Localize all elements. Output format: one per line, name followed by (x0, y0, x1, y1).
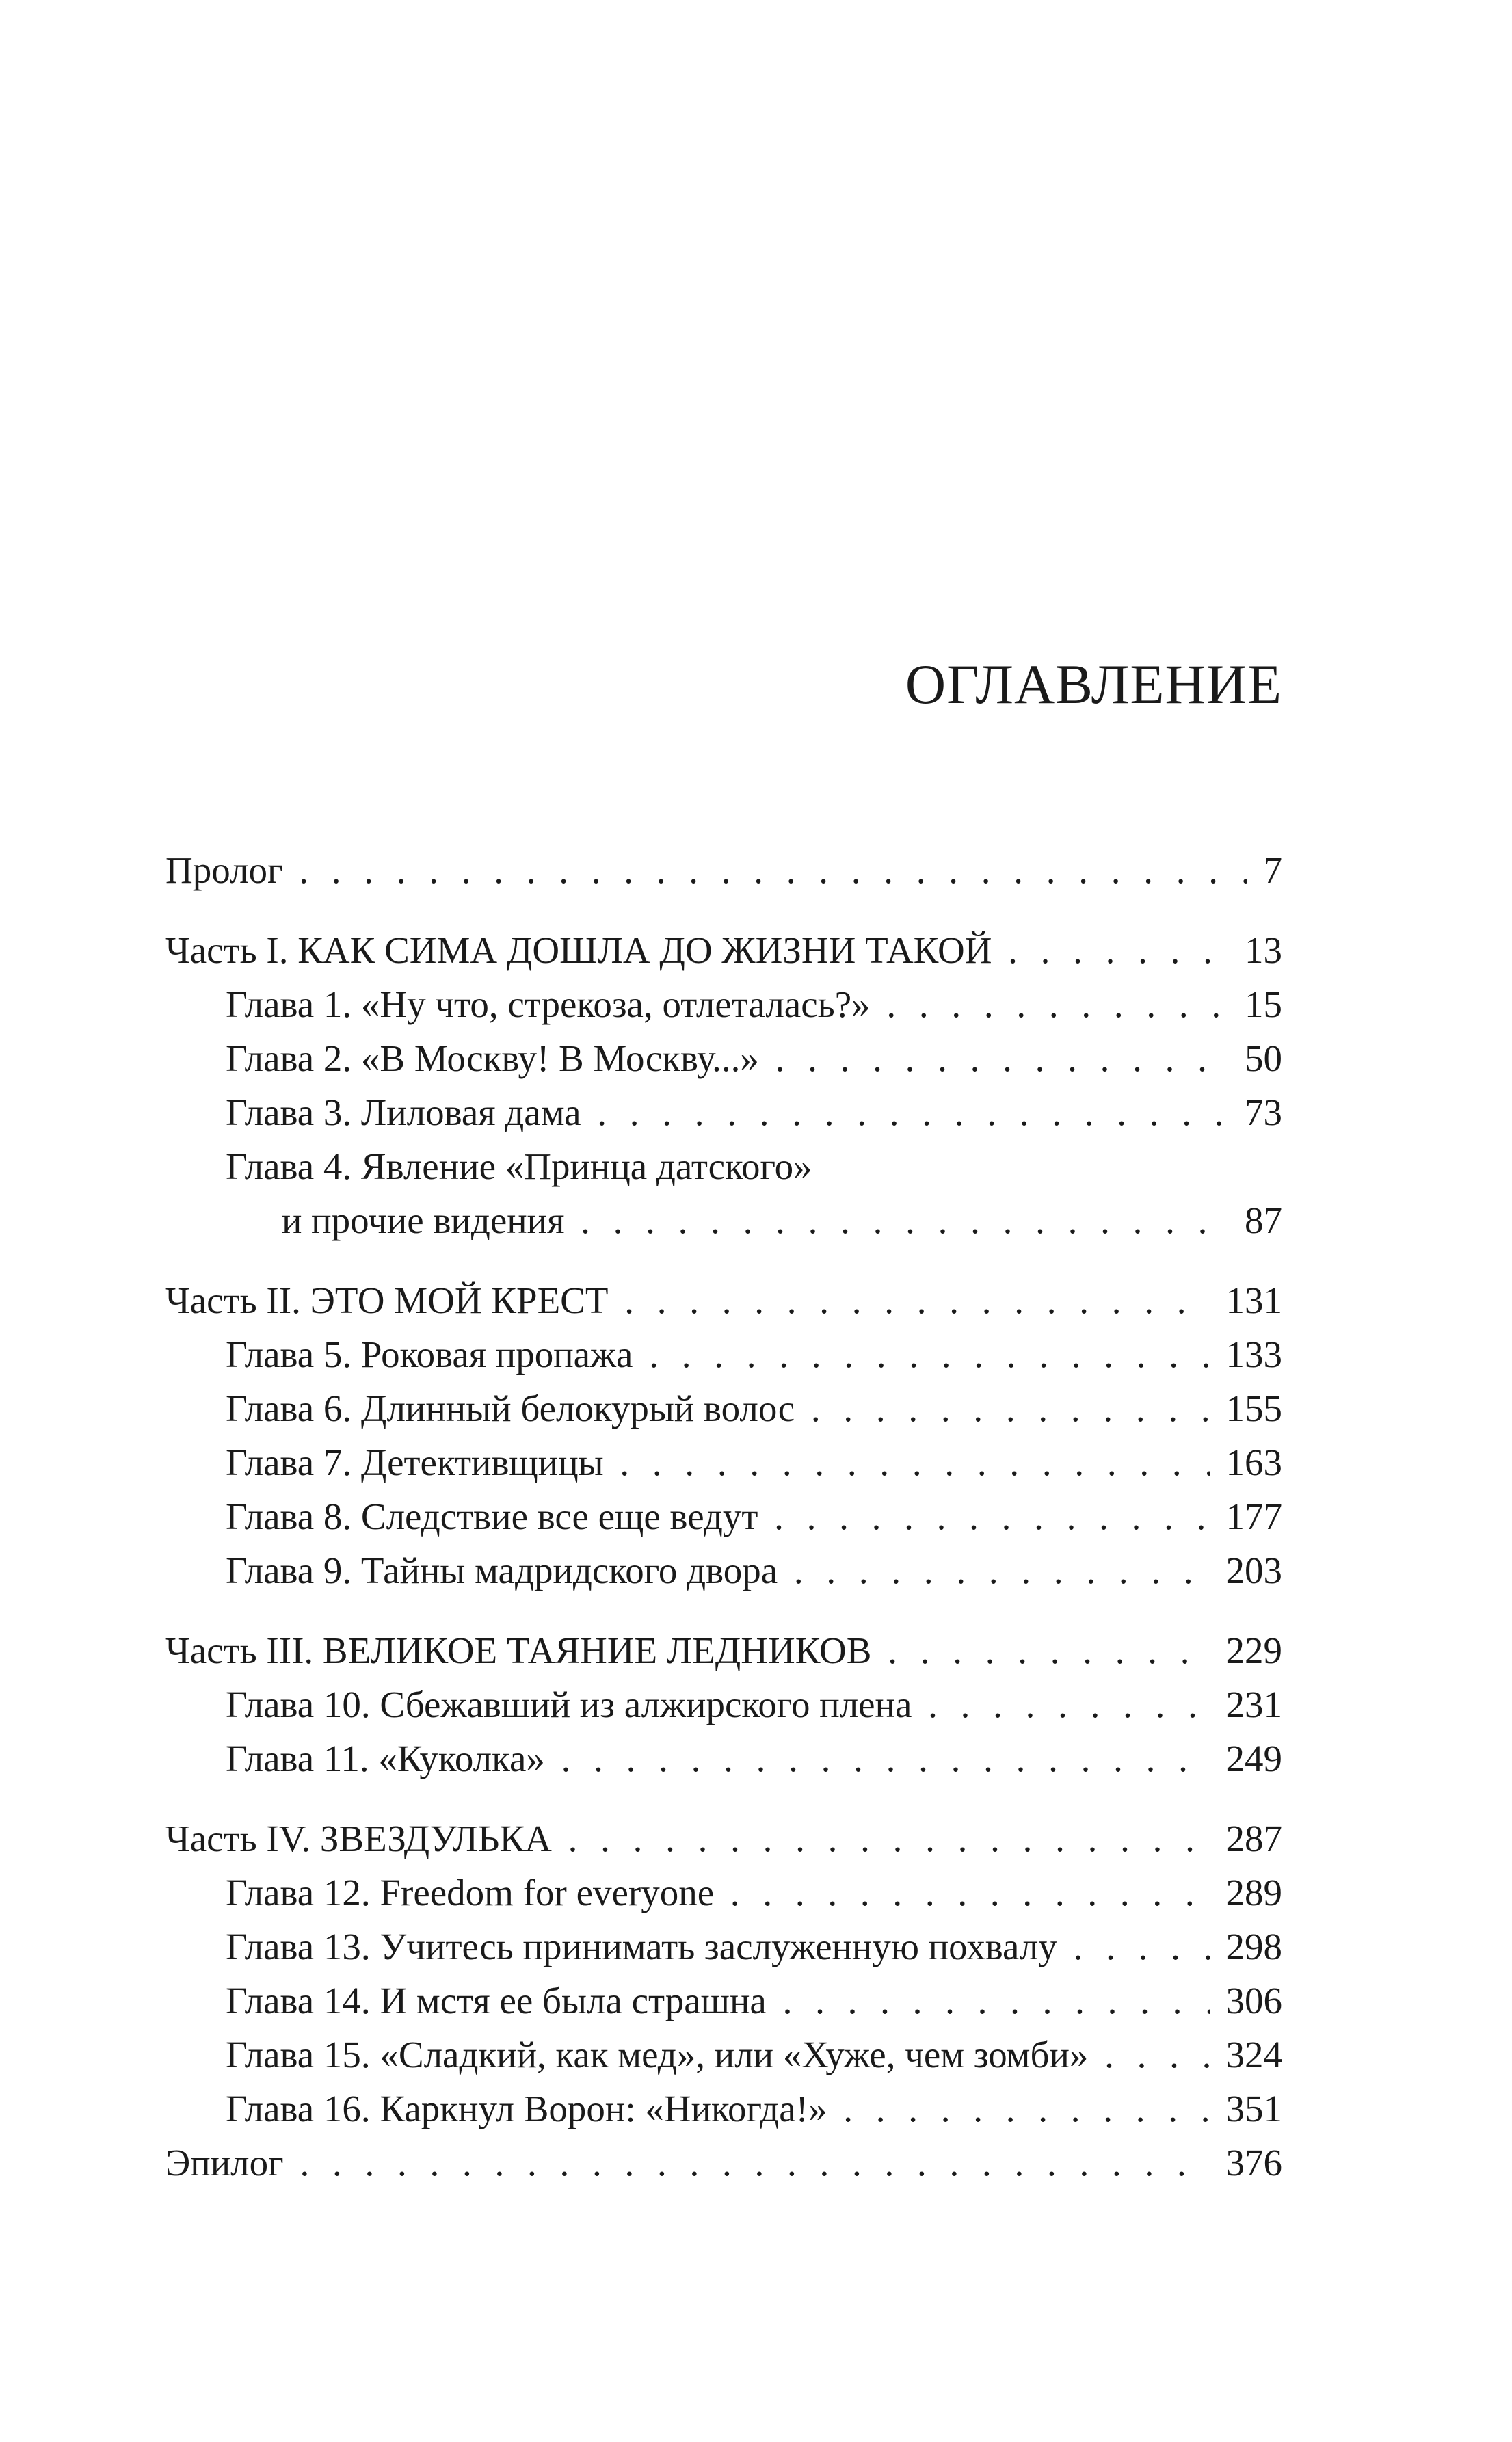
toc-entry-text: Глава 9. Тайны мадридского двора (226, 1550, 778, 1591)
toc-entry-text: Глава 3. Лиловая дама (226, 1091, 581, 1133)
toc-page-number: 155 (1210, 1381, 1283, 1435)
toc-page-number: 289 (1210, 1866, 1283, 1920)
toc-page-number: 249 (1210, 1731, 1283, 1786)
toc-entry-text: Глава 8. Следствие все еще ведут (226, 1496, 758, 1537)
toc-entry-text: Глава 2. «В Москву! В Москву...» (226, 1037, 759, 1079)
toc-entry-chapter-2[interactable] (226, 1031, 1282, 1085)
toc-entry-chapter-12[interactable] (226, 1866, 1282, 1920)
toc-page-number: 163 (1210, 1435, 1283, 1489)
toc-entry-text: и прочие видения (282, 1199, 565, 1241)
toc-entry-chapter-15[interactable] (226, 2028, 1282, 2082)
table-of-contents (165, 843, 1282, 2190)
toc-entry-text: Часть III. ВЕЛИКОЕ ТАЯНИЕ ЛЕДНИКОВ (165, 1630, 872, 1671)
toc-entry-chapter-8[interactable] (226, 1489, 1282, 1543)
toc-entry-part-4[interactable] (165, 1811, 1282, 1866)
toc-entry-text: Часть IV. ЗВЕЗДУЛЬКА (165, 1818, 552, 1859)
toc-page-number: 287 (1210, 1811, 1283, 1866)
page-title: ОГЛАВЛЕНИЕ (905, 653, 1282, 715)
toc-page-number: 376 (1210, 2136, 1283, 2190)
toc-entry-text: Глава 7. Детективщицы (226, 1442, 604, 1483)
toc-entry-text: Глава 10. Сбежавший из алжирского плена (226, 1684, 912, 1725)
toc-entry-text: Глава 14. И мстя ее была страшна (226, 1980, 767, 2021)
toc-entry-chapter-4[interactable] (226, 1139, 1282, 1193)
toc-entry-part-1[interactable] (165, 923, 1282, 977)
toc-page-number: 298 (1210, 1920, 1283, 1974)
toc-page-number: 133 (1210, 1327, 1283, 1381)
toc-entry-chapter-4-continued[interactable] (282, 1193, 1282, 1247)
toc-entry-part-2[interactable] (165, 1273, 1282, 1327)
toc-entry-text: Глава 6. Длинный белокурый волос (226, 1388, 795, 1429)
toc-entry-epilogue[interactable] (165, 2136, 1282, 2190)
toc-entry-chapter-10[interactable] (226, 1677, 1282, 1731)
toc-entry-chapter-7[interactable] (226, 1435, 1282, 1489)
toc-entry-chapter-9[interactable] (226, 1543, 1282, 1597)
toc-entry-chapter-1[interactable] (226, 977, 1282, 1031)
toc-page-number: 231 (1210, 1677, 1283, 1731)
toc-page-number: 15 (1228, 977, 1282, 1031)
toc-page-number: 324 (1210, 2028, 1283, 2082)
toc-entry-chapter-6[interactable] (226, 1381, 1282, 1435)
toc-page-number: 306 (1210, 1974, 1283, 2028)
toc-page-number: 13 (1228, 923, 1282, 977)
toc-entry-text: Глава 12. Freedom for everyone (226, 1872, 715, 1913)
toc-entry-chapter-5[interactable] (226, 1327, 1282, 1381)
toc-entry-chapter-14[interactable] (226, 1974, 1282, 2028)
toc-entry-chapter-11[interactable] (226, 1731, 1282, 1786)
toc-entry-text: Глава 11. «Куколка» (226, 1738, 545, 1779)
toc-entry-chapter-16[interactable] (226, 2082, 1282, 2136)
toc-entry-chapter-13[interactable] (226, 1920, 1282, 1974)
toc-page-number: 50 (1228, 1031, 1282, 1085)
toc-entry-chapter-3[interactable] (226, 1085, 1282, 1139)
toc-page-number: 177 (1210, 1489, 1283, 1543)
toc-entry-text: Глава 1. «Ну что, стрекоза, отлеталась?» (226, 983, 871, 1025)
toc-page-number: 351 (1210, 2082, 1283, 2136)
toc-entry-text: Эпилог (165, 2142, 284, 2184)
toc-entry-part-3[interactable] (165, 1623, 1282, 1677)
toc-entry-text: Пролог (165, 849, 283, 891)
toc-entry-text: Глава 13. Учитесь принимать заслуженную похвалу (226, 1926, 1057, 1967)
toc-page-number: 87 (1228, 1193, 1282, 1247)
toc-page-number: 229 (1210, 1623, 1283, 1677)
toc-entry-text: Часть I. КАК СИМА ДОШЛА ДО ЖИЗНИ ТАКОЙ (165, 929, 992, 971)
toc-entry-text: Часть II. ЭТО МОЙ КРЕСТ (165, 1279, 609, 1321)
toc-entry-text: Глава 15. «Сладкий, как мед», или «Хуже, чем зомби» (226, 2034, 1089, 2075)
toc-entry-prologue[interactable] (165, 843, 1282, 897)
toc-entry-text: Глава 4. Явление «Принца датского» (226, 1145, 812, 1187)
toc-page-number: 73 (1228, 1085, 1282, 1139)
toc-page-number: 131 (1210, 1273, 1283, 1327)
toc-page-number: 203 (1210, 1543, 1283, 1597)
toc-page-number: 7 (1247, 843, 1283, 897)
toc-entry-text: Глава 5. Роковая пропажа (226, 1333, 633, 1375)
toc-entry-text: Глава 16. Каркнул Ворон: «Никогда!» (226, 2088, 827, 2129)
